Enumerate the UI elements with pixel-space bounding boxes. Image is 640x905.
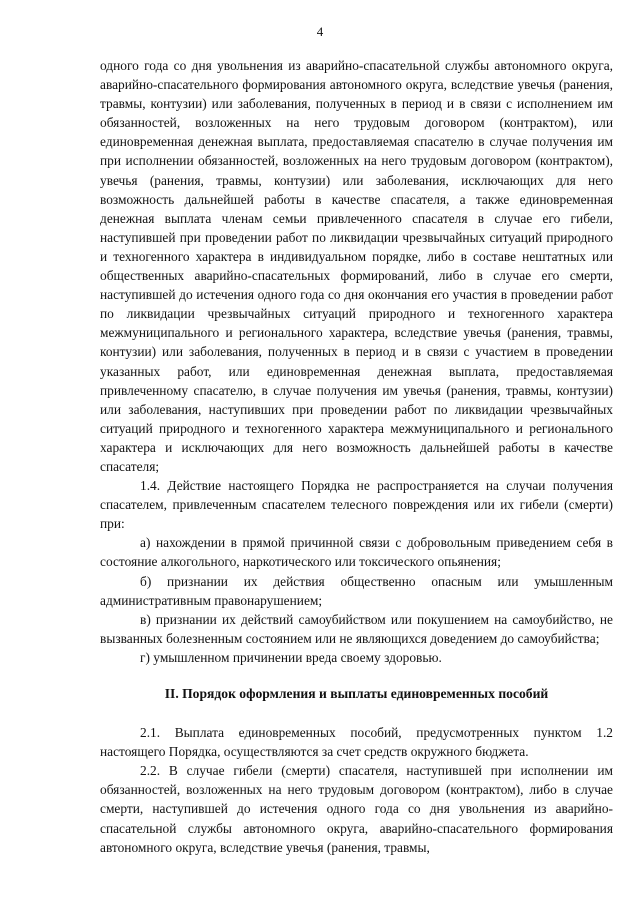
list-item: а) нахождении в прямой причинной связи с добровольным приведением себя в состояние алкогольного, наркотического или токсического опьянения;: [100, 535, 613, 570]
page-number: 4: [316, 24, 324, 39]
paragraph: 2.1. Выплата единовременных пособий, предусмотренных пунктом 1.2 настоящего Порядка, осуществляются за счет средств окружного бюджета.: [100, 725, 613, 760]
paragraphs-before-section: [100, 56, 613, 667]
section-title: II. Порядок оформления и выплаты единовременных пособий: [164, 686, 549, 701]
paragraph: 2.2. В случае гибели (смерти) спасателя, наступившей при исполнении им обязанностей, возложенных на него трудовым договором (контрактом), либо в случае смерти, наступившей до истечения одного года со дня увольнения из аварийно-спасательной службы автономного округа, аварийно-спасательного формирования автономного округа, вследствие увечья (ранения, травмы,: [100, 763, 613, 855]
list-item: б) признании их действия общественно опасным или умышленным административным правонарушением;: [100, 573, 613, 608]
paragraph: 1.4. Действие настоящего Порядка не распространяется на случаи получения спасателем, привлеченным спасателем телесного повреждения или их гибели (смерти) при:: [100, 478, 613, 532]
list-item: г) умышленном причинении вреда своему здоровью.: [140, 649, 442, 665]
list-item: в) признании их действий самоубийством или покушением на самоубийство, не вызванных болезненным состоянием или не являющихся доведением до самоубийства;: [100, 611, 613, 646]
document-body: [100, 56, 613, 857]
paragraph: одного года со дня увольнения из аварийно-спасательной службы автономного округа, аварийно-спасательного формирования автономного округа, вследствие увечья (ранения, травмы, контузии) или заболевания, полученных в период и в связи с исполнением им обязанностей, возложенных на него трудовым договором (контрактом), или единовременная денежная выплата, предоставляемая спасателю в случае получения им при исполнении обязанностей, возложенных на него трудовым договором (контрактом), увечья (ранения, травмы, контузии) или заболевания, исключающих для него возможность дальнейшей работы в качестве спасателя, а также единовременная денежная выплата членам семьи привлеченного спасателя в случае его гибели, наступившей при проведении работ по ликвидации чрезвычайных ситуаций природного и техногенного характера в индивидуальном порядке, либо в составе нештатных или общественных аварийно-спасательных формирований, либо в случае его смерти, наступившей до истечения одного года со дня окончания его участия в проведении работ по ликвидации чрезвычайных ситуаций природного и техногенного характера межмуниципального и регионального характера, вследствие увечья (ранения, травмы, контузии) или заболевания, полученных в период и в связи с участием в проведении указанных работ, или единовременная денежная выплата, предоставляемая привлеченному спасателю, в случае получения им увечья (ранения, травмы, контузии) или заболевания, наступивших при проведении работ по ликвидации чрезвычайных ситуаций природного и техногенного характера межмуниципального и регионального характера и исключающих для него возможность дальнейшей работы в качестве спасателя;: [100, 58, 613, 474]
paragraphs-after-section: [100, 723, 613, 857]
